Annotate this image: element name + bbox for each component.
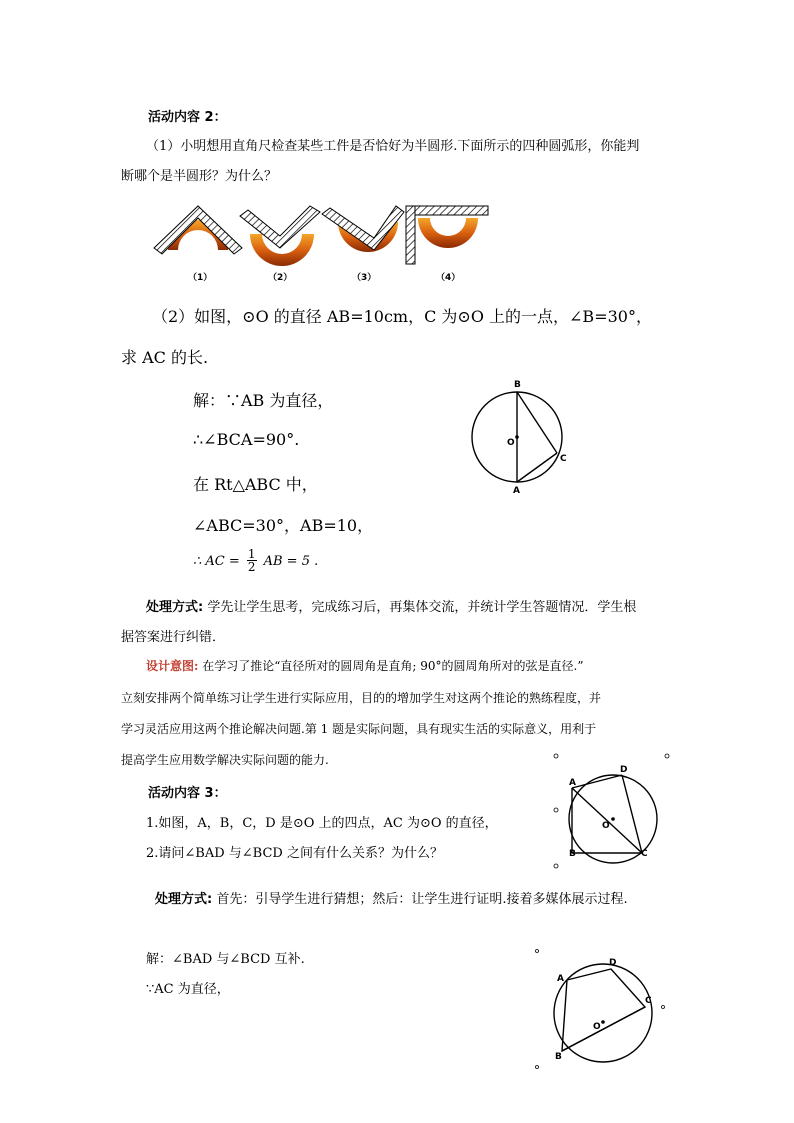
activity2-q2-line1: （2）如图，⊙O 的直径 AB=10cm，C 为⊙O 上的一点，∠B=30°， (152, 307, 652, 326)
activity3-method-text: 首先：引导学生进行猜想；然后：让学生进行证明.接着多媒体展示过程. (212, 892, 628, 907)
solution-line-1: 解：∵AB 为直径， (193, 391, 334, 410)
design-line1 (146, 657, 583, 674)
act3-point-label-a: A (569, 778, 576, 788)
activity2-method-text: 学先让学生思考，完成练习后，再集体交流，并统计学生答题情况．学生根 (203, 600, 637, 615)
design-line2: 立刻安排两个简单练习让学生进行实际应用，目的的增加学生对这两个推论的熟练程度，并 (121, 691, 602, 705)
solution-line-2: ∴∠BCA=90°. (193, 430, 300, 449)
arc-shape-1 (154, 206, 242, 254)
activity2-q2-line2: 求 AC 的长. (121, 348, 209, 367)
activity2-method-line1 (146, 596, 636, 615)
design-line3: 学习灵活应用这两个推论解决问题.第 1 题是实际问题，具有现实生活的实际意义，用利于 (121, 722, 597, 736)
solution-ab-suffix: AB = 5 . (263, 554, 319, 569)
activity2-method-line2: 据答案进行纠错． (121, 630, 226, 645)
solution-line-5 (193, 548, 318, 573)
fig-label-4: （4） (436, 273, 461, 283)
activity2-heading: 活动内容 2： (148, 110, 227, 125)
fraction-numerator: 1 (247, 547, 256, 561)
circle-figure-abcd-solution (525, 945, 670, 1070)
arc-shape-4 (406, 206, 488, 264)
activity3-sol-line2: ∵AC 为直径， (146, 982, 230, 997)
arc-shape-2 (240, 206, 320, 266)
point-label-b: B (514, 380, 521, 390)
activity3-method (155, 888, 628, 907)
fig-label-3: （3） (352, 273, 377, 283)
fraction-denominator: 2 (247, 560, 256, 574)
circle-figure-abcd (545, 752, 675, 872)
activity3-heading: 活动内容 3： (148, 786, 227, 801)
fig-label-1: （1） (188, 273, 213, 283)
fig-label-2: （2） (268, 273, 293, 283)
sol-point-label-b: B (555, 1052, 562, 1062)
design-label: 设计意图: (146, 659, 199, 673)
activity2-method-label: 处理方式: (146, 600, 204, 615)
sol-point-label-d: D (609, 958, 617, 968)
solution-line-3: 在 Rt△ABC 中， (193, 475, 318, 494)
activity3-q2: 2.请问∠BAD 与∠BCD 之间有什么关系？为什么？ (146, 846, 443, 861)
design-line4: 提高学生应用数学解决实际问题的能力. (121, 753, 329, 767)
arc-shapes-figure (150, 200, 495, 285)
point-label-c: C (560, 454, 567, 464)
activity3-method-label: 处理方式: (155, 892, 213, 907)
solution-line-4: ∠ABC=30°，AB=10， (193, 516, 374, 535)
arc-shape-3 (322, 206, 404, 252)
act3-point-label-o: O (602, 821, 610, 831)
sol-point-label-a: A (557, 974, 564, 984)
fraction-one-half (247, 548, 257, 573)
design-text-1: 在学习了推论“直径所对的圆周角是直角; 90°的圆周角所对的弦是直径.” (198, 659, 584, 673)
sol-point-label-c: C (645, 996, 652, 1006)
activity3-sol-line1: 解：∠BAD 与∠BCD 互补. (146, 952, 305, 967)
circle-figure-abc (465, 375, 575, 500)
point-label-o: O (507, 438, 515, 448)
act3-point-label-c: C (641, 849, 648, 859)
activity2-q1-line2: 断哪个是半圆形？为什么？ (121, 169, 278, 184)
sol-point-label-o: O (593, 1022, 601, 1032)
activity2-q1-line1: （1）小明想用直角尺检查某些工件是否恰好为半圆形.下面所示的四种圆弧形，你能判 (146, 139, 640, 154)
act3-point-label-d: D (620, 765, 628, 775)
solution-ac-prefix: ∴ AC = (193, 554, 240, 569)
activity3-q1: 1.如图，A，B，C，D 是⊙O 上的四点，AC 为⊙O 的直径， (146, 816, 498, 831)
act3-point-label-b: B (569, 849, 576, 859)
point-label-a: A (513, 486, 520, 496)
